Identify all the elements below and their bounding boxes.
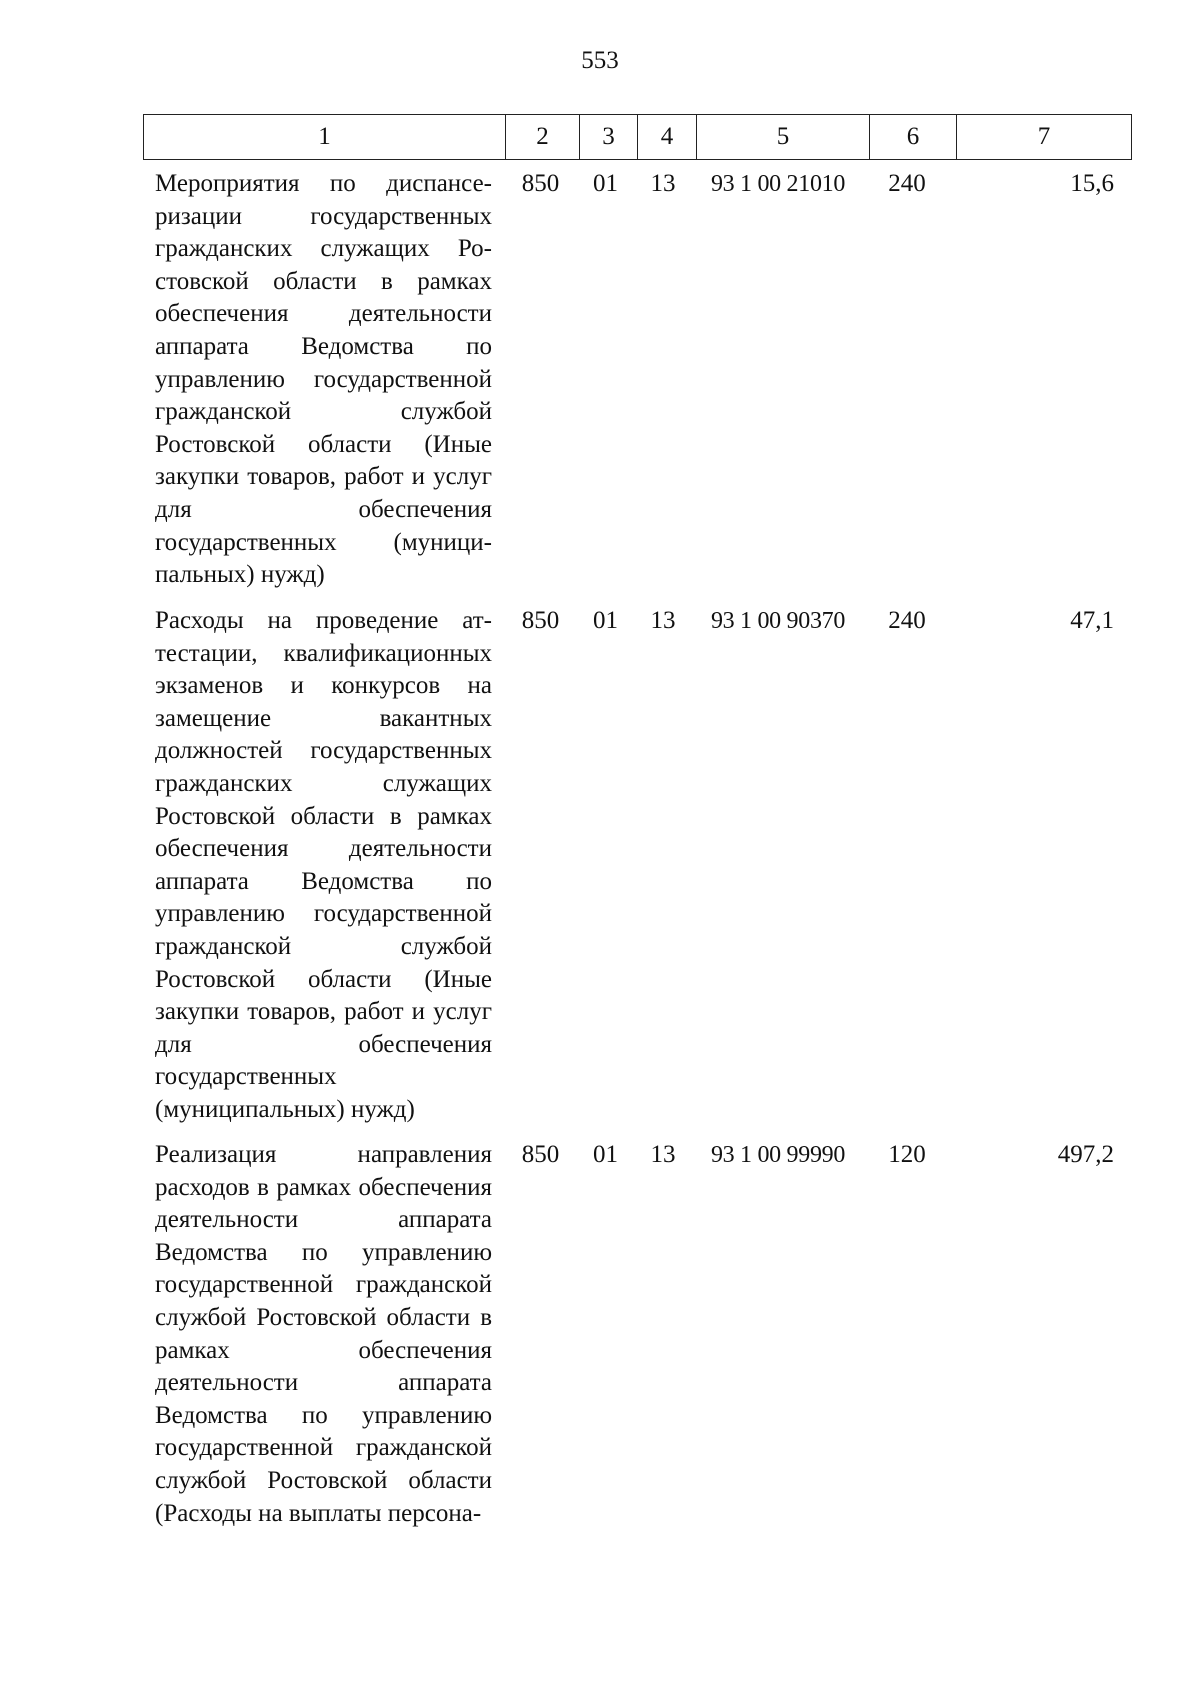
row-description: Расходы на проведение аттестации, квалификационных экзаменов и конкурсов на замещение вакантных должностей государственных гражданских служащих Ростовской области в рамках обеспечения деятельности аппарата Ведомства по управлению государственной гражданской службой Ростовской области (Иные закупки товаров, работ и услуг для обеспечения государственных (муниципальных) нужд) bbox=[155, 607, 492, 1123]
row-col-4: 13 bbox=[650, 170, 676, 197]
table-row bbox=[143, 1139, 1124, 1530]
row-col-5: 93 1 00 99990 bbox=[710, 1142, 846, 1168]
row-col-2: 850 bbox=[521, 170, 560, 197]
header-col-6: 6 bbox=[870, 115, 957, 160]
table-row bbox=[143, 605, 1124, 1127]
row-description: Реализация направления расходов в рамках обеспечения деятельности аппарата Ведомства по управлению государственной гражданской службой Ростовской области в рамках обеспечения деятельности аппарата Ведомства по управлению государственной гражданской службой Ростовской области (Расходы на выплаты персона- bbox=[155, 1141, 492, 1527]
row-col-4: 13 bbox=[650, 1141, 676, 1168]
row-col-4: 13 bbox=[650, 607, 676, 634]
row-col-5: 93 1 00 90370 bbox=[710, 608, 846, 634]
header-col-2: 2 bbox=[506, 115, 580, 160]
row-col-7: 497,2 bbox=[1057, 1141, 1114, 1168]
page-number: 553 bbox=[581, 47, 619, 74]
header-col-5: 5 bbox=[697, 115, 870, 160]
row-col-3: 01 bbox=[593, 1141, 618, 1168]
row-col-6: 240 bbox=[888, 170, 926, 197]
header-col-1: 1 bbox=[144, 115, 506, 160]
row-col-2: 850 bbox=[521, 607, 560, 634]
row-col-2: 850 bbox=[521, 1141, 560, 1168]
row-col-3: 01 bbox=[593, 170, 618, 197]
table-row bbox=[143, 168, 1124, 592]
row-col-7: 47,1 bbox=[1070, 607, 1114, 634]
table-header bbox=[143, 114, 1132, 160]
row-col-6: 120 bbox=[888, 1141, 926, 1168]
row-description: Мероприятия по диспансеризации государственных гражданских служащих Ростовской области в рамках обеспечения деятельности аппарата Ведомства по управлению государственной гражданской службой Ростовской области (Иные закупки товаров, работ и услуг для обеспечения государственных (муниципальных) нужд) bbox=[155, 170, 492, 589]
header-col-4: 4 bbox=[638, 115, 697, 160]
row-col-6: 240 bbox=[888, 607, 926, 634]
header-col-3: 3 bbox=[580, 115, 638, 160]
header-col-7: 7 bbox=[957, 115, 1132, 160]
row-col-7: 15,6 bbox=[1070, 170, 1114, 197]
header-row bbox=[144, 115, 1132, 160]
row-col-3: 01 bbox=[593, 607, 618, 634]
row-col-5: 93 1 00 21010 bbox=[710, 171, 846, 197]
